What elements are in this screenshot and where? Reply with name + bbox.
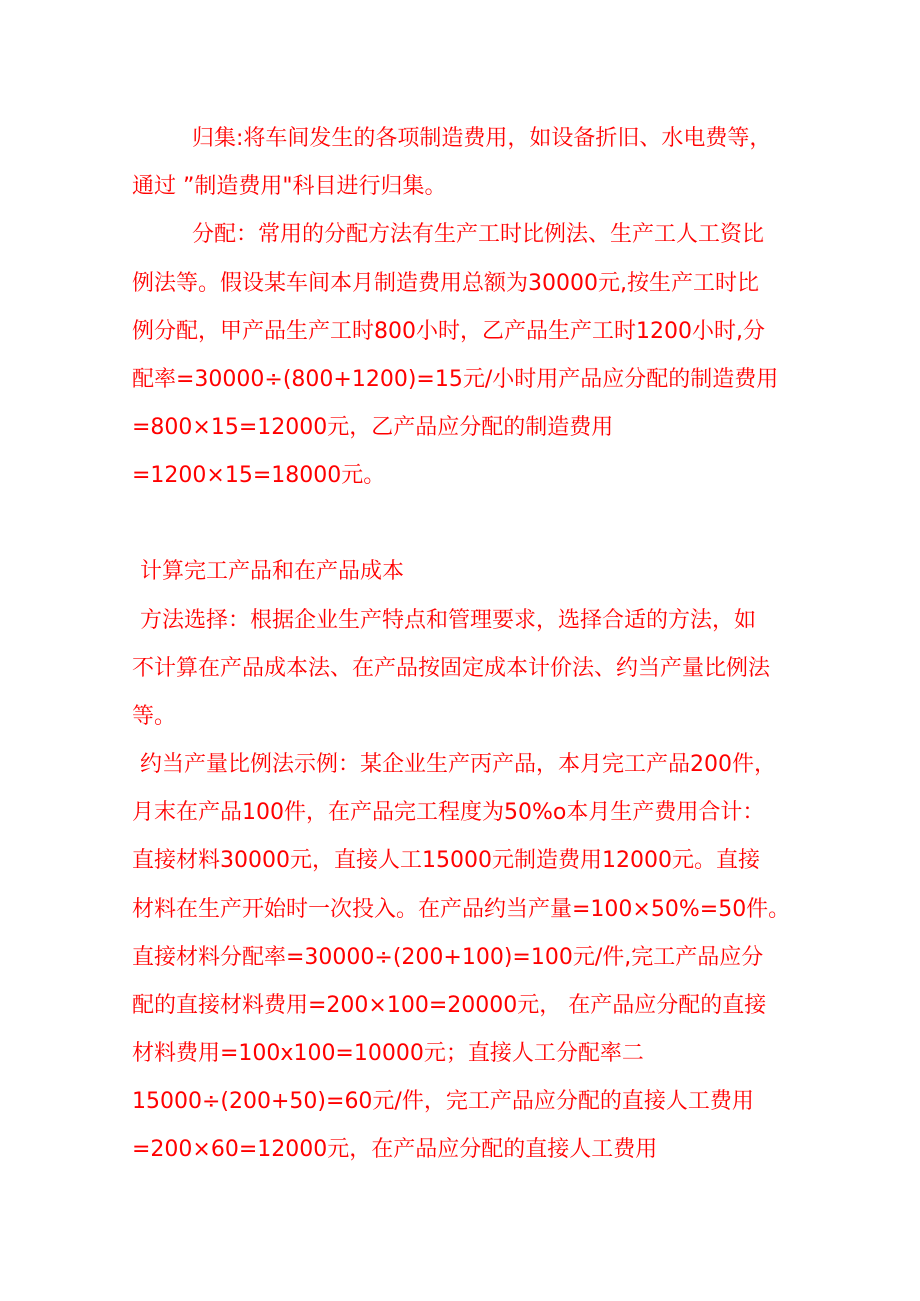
text-line: 月末在产品100件，在产品完工程度为50%o本月生产费用合计：	[132, 800, 765, 825]
text-line: 配的直接材料费用=200×100=20000元， 在产品应分配的直接	[132, 993, 767, 1018]
text-line: 直接材料分配率=30000÷(200+100)=100元/件,完工产品应分	[132, 945, 764, 970]
text-line: 分配：常用的分配方法有生产工时比例法、生产工人工资比	[192, 222, 765, 247]
section-heading: 计算完工产品和在产品成本	[140, 559, 405, 584]
text-line: =1200×15=18000元。	[132, 463, 386, 488]
text-line: =200×60=12000元，在产品应分配的直接人工费用	[132, 1137, 658, 1162]
text-line: 不计算在产品成本法、在产品按固定成本计价法、约当产量比例法	[132, 656, 771, 681]
text-line: 通过 ”制造费用"科目进行归集。	[132, 174, 447, 199]
text-line: 归集:将车间发生的各项制造费用，如设备折旧、水电费等，	[192, 126, 772, 151]
text-line: 等。	[132, 704, 177, 729]
text-line: 直接材料30000元，直接人工15000元制造费用12000元。直接	[132, 848, 760, 873]
text-line: 材料费用=100x100=10000元；直接人工分配率二	[132, 1041, 644, 1066]
text-line: 例分配，甲产品生产工时800小时，乙产品生产工时1200小时,分	[132, 319, 765, 344]
text-line: 15000÷(200+50)=60元/件，完工产品应分配的直接人工费用	[132, 1089, 754, 1114]
text-line: =800×15=12000元，乙产品应分配的制造费用	[132, 415, 614, 440]
text-line: 配率=30000÷(800+1200)=15元/小时用产品应分配的制造费用	[132, 367, 779, 392]
text-line: 约当产量比例法示例：某企业生产丙产品，本月完工产品200件，	[140, 752, 776, 777]
text-line: 方法选择：根据企业生产特点和管理要求，选择合适的方法，如	[140, 608, 757, 633]
text-line: 材料在生产开始时一次投入。在产品约当产量=100×50%=50件。	[132, 897, 791, 922]
text-line: 例法等。假设某车间本月制造费用总额为30000元,按生产工时比	[132, 271, 759, 296]
